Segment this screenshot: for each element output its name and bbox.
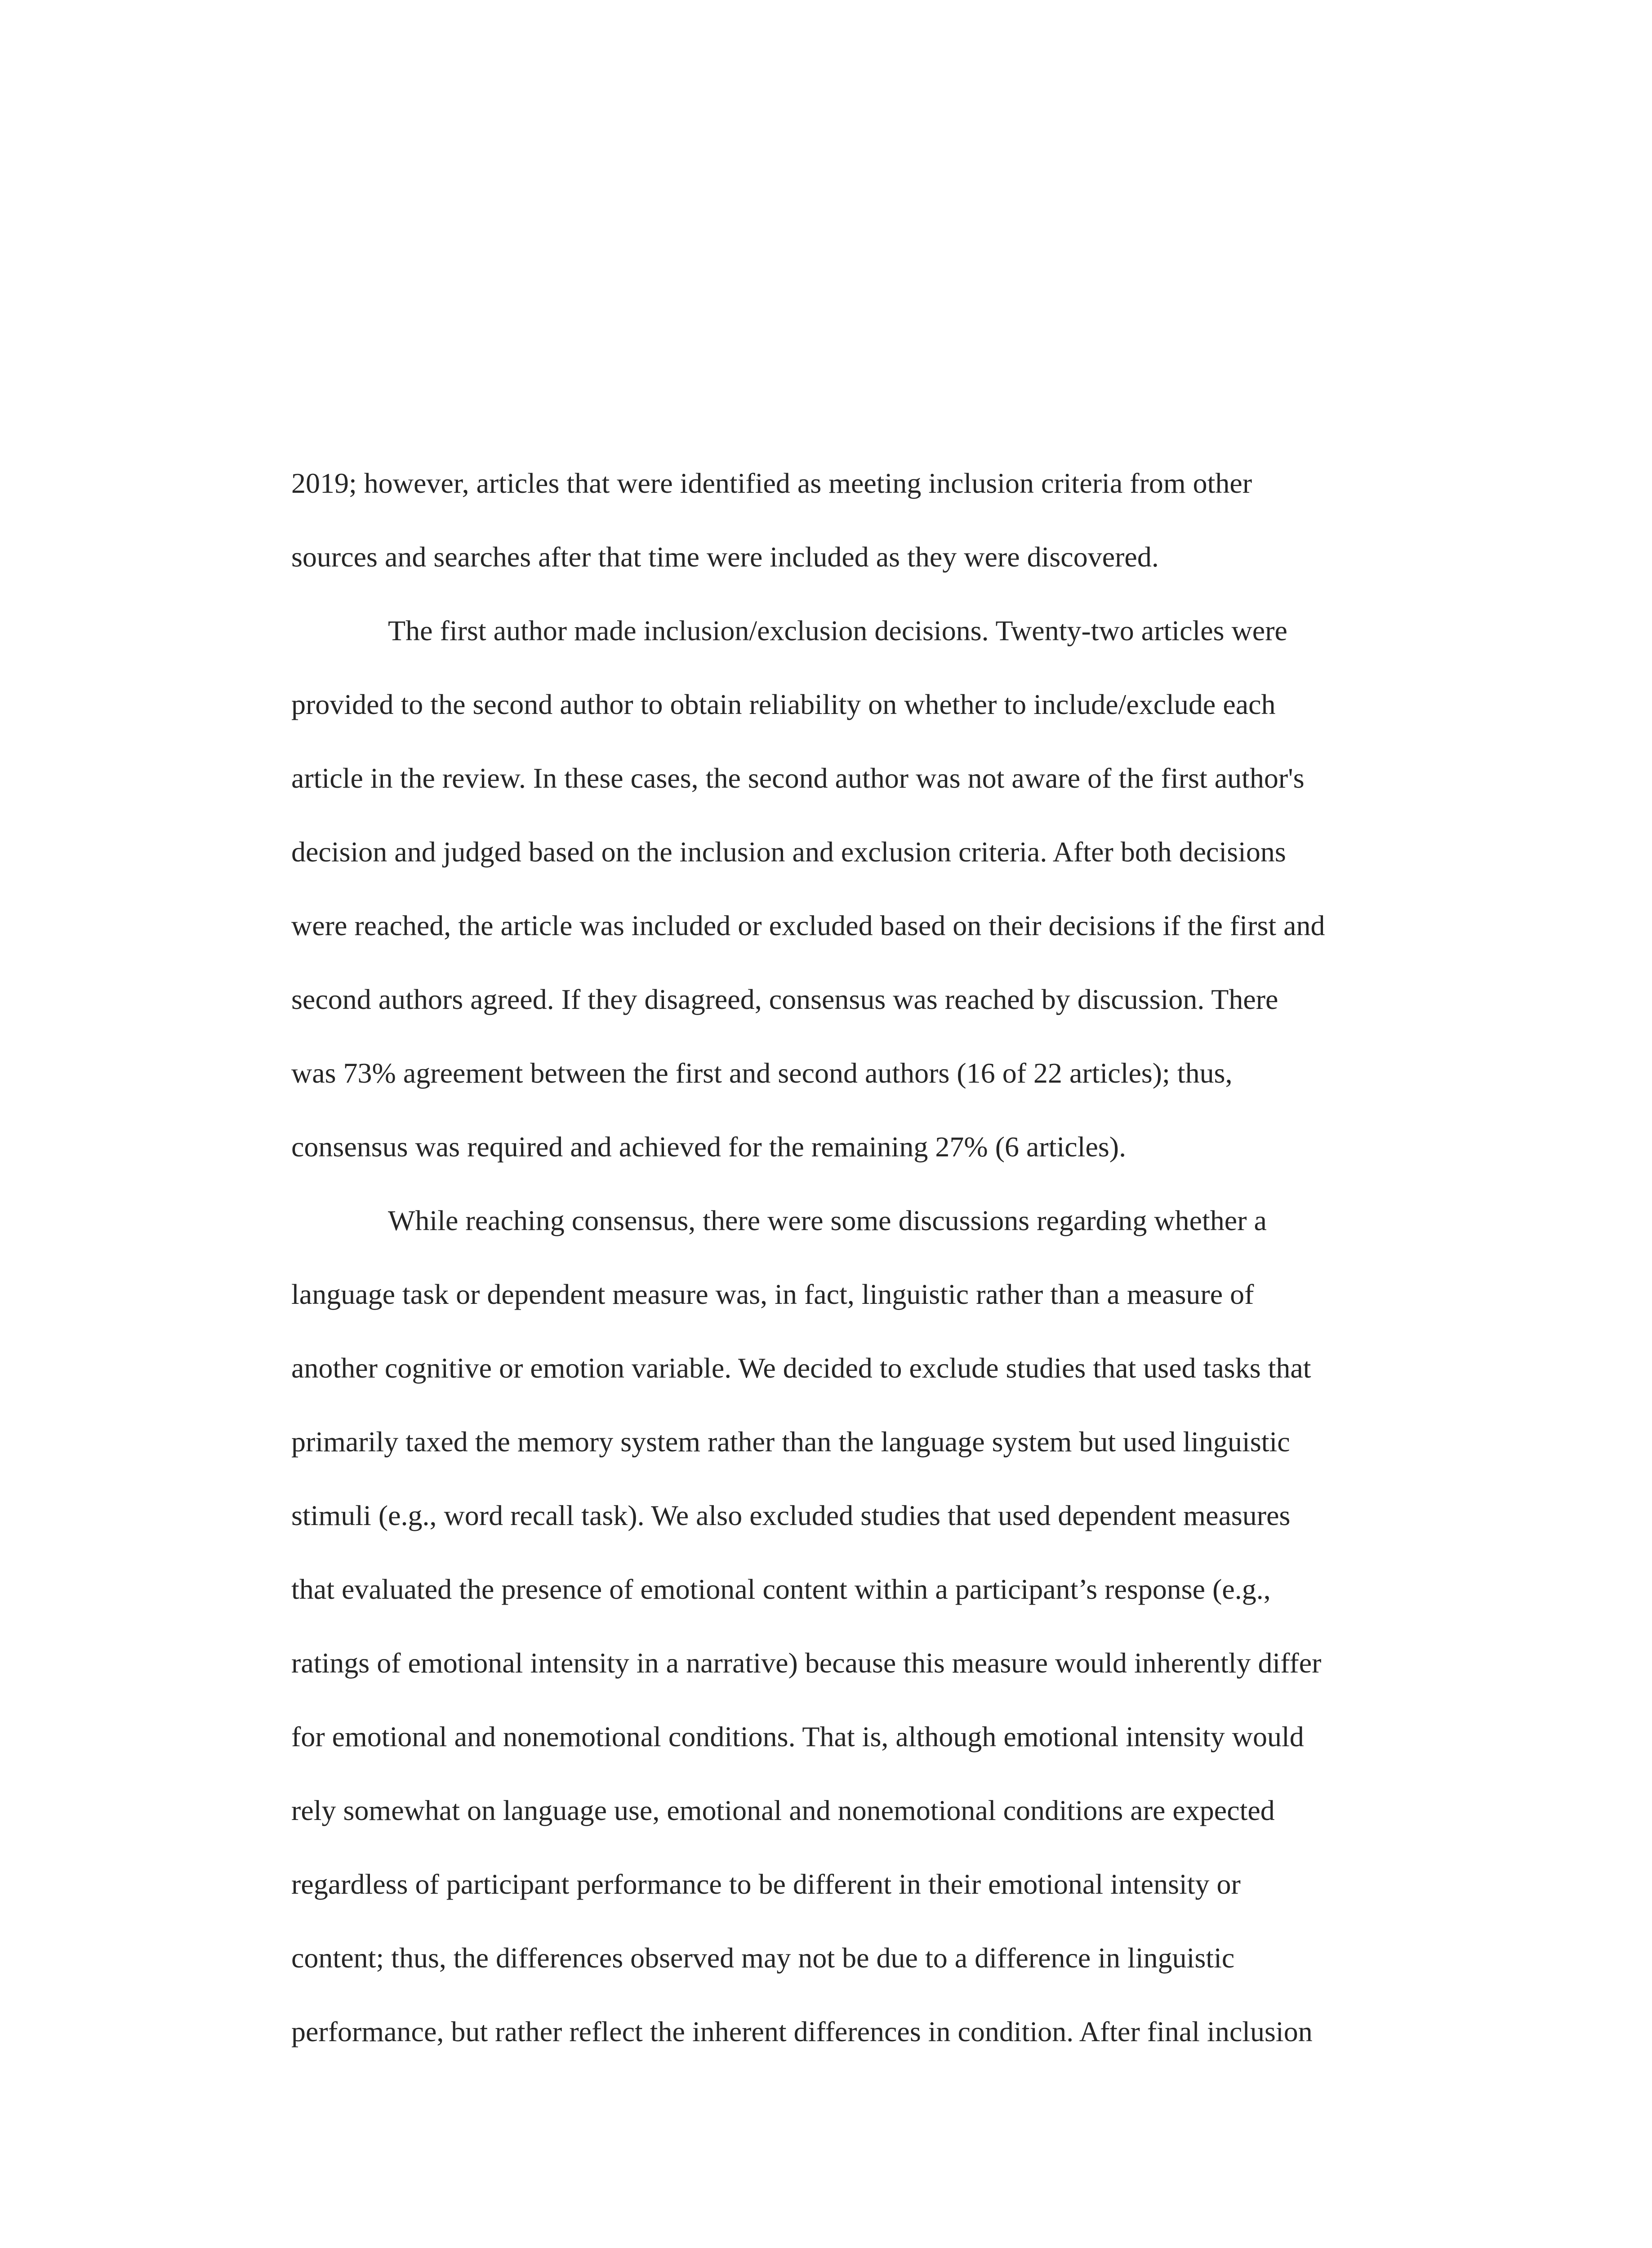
- body-line: article in the review. In these cases, the second author was not aware of the first author's: [291, 762, 1305, 794]
- body-line: stimuli (e.g., word recall task). We also excluded studies that used dependent measures: [291, 1499, 1291, 1531]
- body-line: primarily taxed the memory system rather than the language system but used linguistic: [291, 1426, 1290, 1458]
- body-line: content; thus, the differences observed may not be due to a difference in linguistic: [291, 1942, 1235, 1974]
- body-line: for emotional and nonemotional conditions. That is, although emotional intensity would: [291, 1721, 1304, 1753]
- body-line: second authors agreed. If they disagreed, consensus was reached by discussion. There: [291, 983, 1278, 1015]
- body-line: decision and judged based on the inclusion and exclusion criteria. After both decisions: [291, 836, 1286, 868]
- body-line: language task or dependent measure was, in fact, linguistic rather than a measure of: [291, 1278, 1254, 1310]
- body-line: was 73% agreement between the first and second authors (16 of 22 articles); thus,: [291, 1057, 1233, 1089]
- body-line: sources and searches after that time were included as they were discovered.: [291, 541, 1159, 573]
- body-line: that evaluated the presence of emotional content within a participant’s response (e.g.,: [291, 1573, 1271, 1605]
- body-line: ratings of emotional intensity in a narrative) because this measure would inherently differ: [291, 1647, 1322, 1679]
- body-line: regardless of participant performance to be different in their emotional intensity or: [291, 1868, 1241, 1900]
- body-line: consensus was required and achieved for the remaining 27% (6 articles).: [291, 1131, 1127, 1163]
- body-line: 2019; however, articles that were identified as meeting inclusion criteria from other: [291, 467, 1252, 499]
- body-line-paragraph-start: While reaching consensus, there were some discussions regarding whether a: [388, 1204, 1267, 1236]
- body-line: another cognitive or emotion variable. We decided to exclude studies that used tasks that: [291, 1352, 1311, 1384]
- body-line: were reached, the article was included or excluded based on their decisions if the first and: [291, 910, 1325, 941]
- body-line-paragraph-start: The first author made inclusion/exclusion decisions. Twenty-two articles were: [388, 615, 1287, 647]
- body-line: provided to the second author to obtain reliability on whether to include/exclude each: [291, 688, 1276, 720]
- body-line: performance, but rather reflect the inherent differences in condition. After final inclusion: [291, 2016, 1313, 2047]
- body-line: rely somewhat on language use, emotional and nonemotional conditions are expected: [291, 1794, 1275, 1826]
